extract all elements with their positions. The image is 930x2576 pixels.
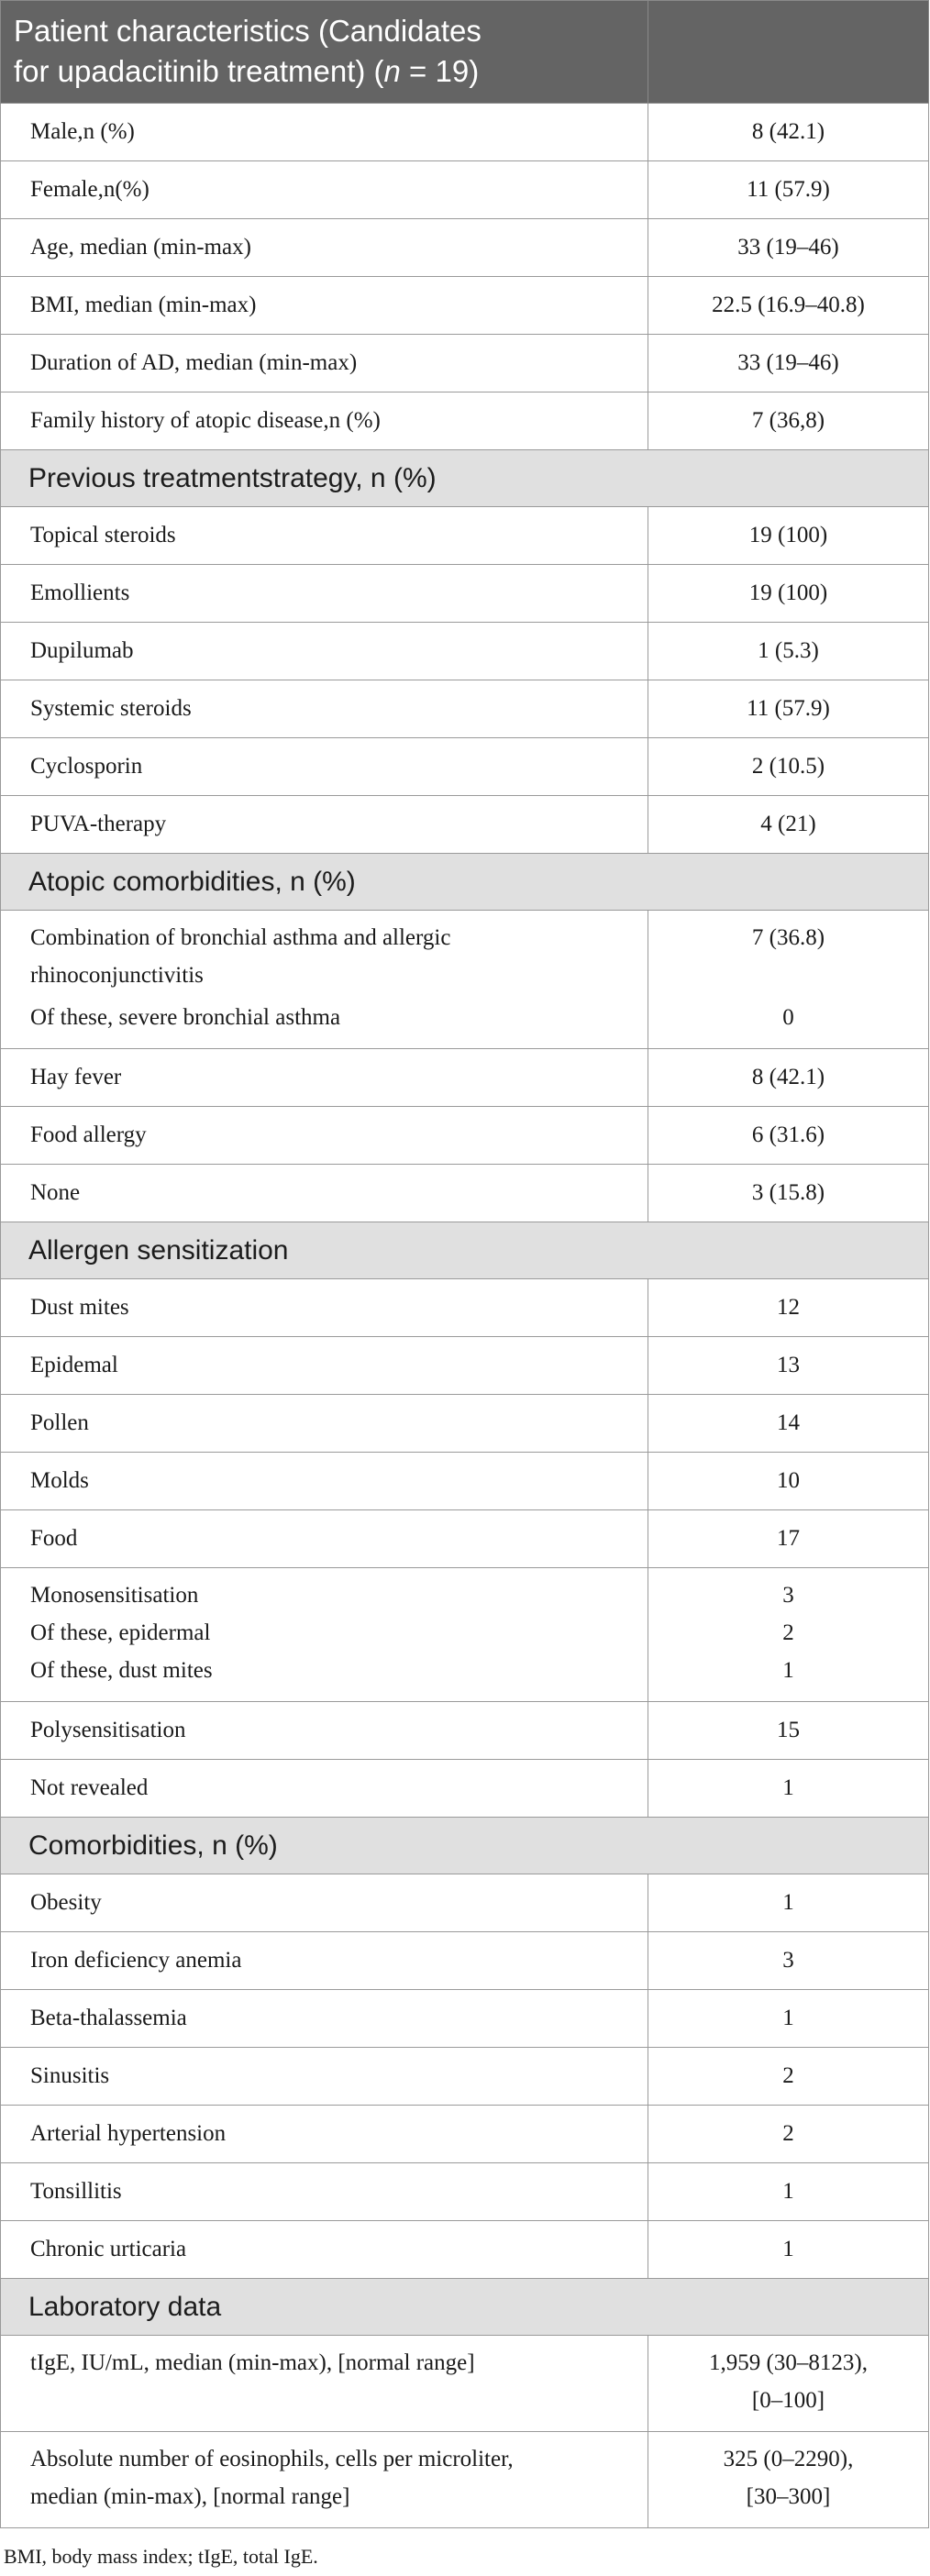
- row-label-line: Monosensitisation: [30, 1583, 199, 1608]
- row-label: Iron deficiency anemia: [1, 1932, 648, 1990]
- row-label: [1, 1568, 648, 1702]
- row-label: Male,n (%): [1, 104, 648, 161]
- section-heading: Comorbidities, n (%): [1, 1818, 929, 1874]
- table-row: [1, 507, 929, 565]
- row-label-line: median (min-max), [normal range]: [30, 2484, 350, 2509]
- row-label: Dust mites: [1, 1279, 648, 1337]
- row-value-line: 7 (36.8): [751, 925, 825, 950]
- table-row: [1, 1279, 929, 1337]
- row-label: Food: [1, 1510, 648, 1568]
- table-row: [1, 2106, 929, 2163]
- row-value: 6 (31.6): [648, 1107, 929, 1165]
- row-label: Epidemal: [1, 1337, 648, 1395]
- table-row: [1, 104, 929, 161]
- table-row: [1, 1165, 929, 1222]
- row-value: 8 (42.1): [648, 104, 929, 161]
- row-value: 12: [648, 1279, 929, 1337]
- row-label: Systemic steroids: [1, 680, 648, 738]
- row-value: 14: [648, 1395, 929, 1453]
- table-row: [1, 2432, 929, 2528]
- row-value: 4 (21): [648, 796, 929, 854]
- row-value-line: 0: [782, 1005, 794, 1030]
- table-row: [1, 1337, 929, 1395]
- row-label: Sinusitis: [1, 2048, 648, 2106]
- table-row: [1, 911, 929, 1049]
- row-label: Obesity: [1, 1874, 648, 1932]
- row-value: 19 (100): [648, 507, 929, 565]
- table-row: [1, 219, 929, 277]
- table-row: [1, 2336, 929, 2432]
- row-label: [1, 2336, 648, 2432]
- row-value: 3 (15.8): [648, 1165, 929, 1222]
- row-value: 2 (10.5): [648, 738, 929, 796]
- row-label: PUVA-therapy: [1, 796, 648, 854]
- table-footnote: BMI, body mass index; tIgE, total IgE.: [4, 2545, 318, 2568]
- section-heading: Laboratory data: [1, 2279, 929, 2336]
- header-value-cell: [648, 1, 929, 104]
- row-value-line: 1,959 (30–8123),: [709, 2350, 868, 2375]
- row-value: 1 (5.3): [648, 623, 929, 680]
- row-label: Cyclosporin: [1, 738, 648, 796]
- section-header-comorbidities: [1, 1818, 929, 1874]
- row-label: Chronic urticaria: [1, 2221, 648, 2279]
- row-label: Arterial hypertension: [1, 2106, 648, 2163]
- row-label: Duration of AD, median (min-max): [1, 335, 648, 392]
- row-value: 11 (57.9): [648, 680, 929, 738]
- row-label-line: Of these, severe bronchial asthma: [30, 1005, 341, 1030]
- row-label: Topical steroids: [1, 507, 648, 565]
- section-header-laboratory-data: [1, 2279, 929, 2336]
- table-row: [1, 623, 929, 680]
- row-label: Polysensitisation: [1, 1702, 648, 1760]
- table-row: [1, 1107, 929, 1165]
- row-value: 2: [648, 2106, 929, 2163]
- row-label: None: [1, 1165, 648, 1222]
- table-row: [1, 738, 929, 796]
- row-value: 3: [648, 1932, 929, 1990]
- row-value: 22.5 (16.9–40.8): [648, 277, 929, 335]
- row-value: 1: [648, 1760, 929, 1818]
- section-heading: Allergen sensitization: [1, 1222, 929, 1279]
- section-heading: Previous treatmentstrategy, n (%): [1, 450, 929, 507]
- row-value: 2: [648, 2048, 929, 2106]
- row-value: 33 (19–46): [648, 219, 929, 277]
- table-row: [1, 1568, 929, 1702]
- table-row: [1, 1453, 929, 1510]
- row-value-line: 325 (0–2290),: [723, 2447, 854, 2471]
- table-row: [1, 1874, 929, 1932]
- table-row: [1, 392, 929, 450]
- row-label: Beta-thalassemia: [1, 1990, 648, 2048]
- row-value-line: 1: [782, 1658, 794, 1683]
- row-value: [648, 1568, 929, 1702]
- row-value: 10: [648, 1453, 929, 1510]
- row-label: Pollen: [1, 1395, 648, 1453]
- section-heading: Atopic comorbidities, n (%): [1, 854, 929, 911]
- row-value: 13: [648, 1337, 929, 1395]
- row-value: [648, 2336, 929, 2432]
- title-line1: Patient characteristics (Candidates: [14, 14, 482, 48]
- section-header-allergen-sensitization: [1, 1222, 929, 1279]
- table-row: [1, 1760, 929, 1818]
- title-n: n: [383, 54, 401, 88]
- row-label: Molds: [1, 1453, 648, 1510]
- row-label-line: Combination of bronchial asthma and allergic: [30, 925, 451, 950]
- section-header-atopic-comorbidities: [1, 854, 929, 911]
- table-row: [1, 335, 929, 392]
- row-label: Food allergy: [1, 1107, 648, 1165]
- title-line2-post: = 19): [400, 54, 480, 88]
- row-label: Hay fever: [1, 1049, 648, 1107]
- table-row: [1, 2163, 929, 2221]
- row-label: Tonsillitis: [1, 2163, 648, 2221]
- row-value: 1: [648, 1990, 929, 2048]
- row-value-line: [0–100]: [751, 2388, 825, 2413]
- row-value: 1: [648, 1874, 929, 1932]
- row-label: [1, 2432, 648, 2528]
- row-label: BMI, median (min-max): [1, 277, 648, 335]
- row-value-line: [30–300]: [746, 2484, 831, 2509]
- table-title: [1, 1, 648, 104]
- row-value-line: 2: [782, 1620, 794, 1645]
- table-row: [1, 796, 929, 854]
- table-row: [1, 1049, 929, 1107]
- row-label: Dupilumab: [1, 623, 648, 680]
- row-value: 17: [648, 1510, 929, 1568]
- row-value: 33 (19–46): [648, 335, 929, 392]
- table-row: [1, 565, 929, 623]
- table-row: [1, 1395, 929, 1453]
- row-value: [648, 911, 929, 1049]
- row-label-line: Of these, dust mites: [30, 1658, 213, 1683]
- row-value: 1: [648, 2163, 929, 2221]
- row-value: 7 (36,8): [648, 392, 929, 450]
- row-value: [648, 2432, 929, 2528]
- table-row: [1, 1932, 929, 1990]
- row-label: Family history of atopic disease,n (%): [1, 392, 648, 450]
- row-label: Female,n(%): [1, 161, 648, 219]
- row-value: 8 (42.1): [648, 1049, 929, 1107]
- row-value: 11 (57.9): [648, 161, 929, 219]
- table-row: [1, 1702, 929, 1760]
- row-label: Emollients: [1, 565, 648, 623]
- title-line2-pre: for upadacitinib treatment) (: [14, 54, 384, 88]
- table-header-row: [1, 1, 929, 104]
- table-row: [1, 2048, 929, 2106]
- section-header-previous-treatment: [1, 450, 929, 507]
- row-value: 15: [648, 1702, 929, 1760]
- row-label: Age, median (min-max): [1, 219, 648, 277]
- table-row: [1, 1990, 929, 2048]
- table-row: [1, 2221, 929, 2279]
- row-value-line: 3: [782, 1583, 794, 1608]
- table-row: [1, 1510, 929, 1568]
- table-row: [1, 680, 929, 738]
- row-label-line: tIgE, IU/mL, median (min-max), [normal range]: [30, 2350, 475, 2375]
- row-label-line: Of these, epidermal: [30, 1620, 211, 1645]
- row-label-line: rhinoconjunctivitis: [30, 963, 204, 988]
- row-label-line: Absolute number of eosinophils, cells per microliter,: [30, 2447, 514, 2471]
- row-value: 19 (100): [648, 565, 929, 623]
- row-label: Not revealed: [1, 1760, 648, 1818]
- row-value: 1: [648, 2221, 929, 2279]
- table-row: [1, 277, 929, 335]
- row-label: [1, 911, 648, 1049]
- table-row: [1, 161, 929, 219]
